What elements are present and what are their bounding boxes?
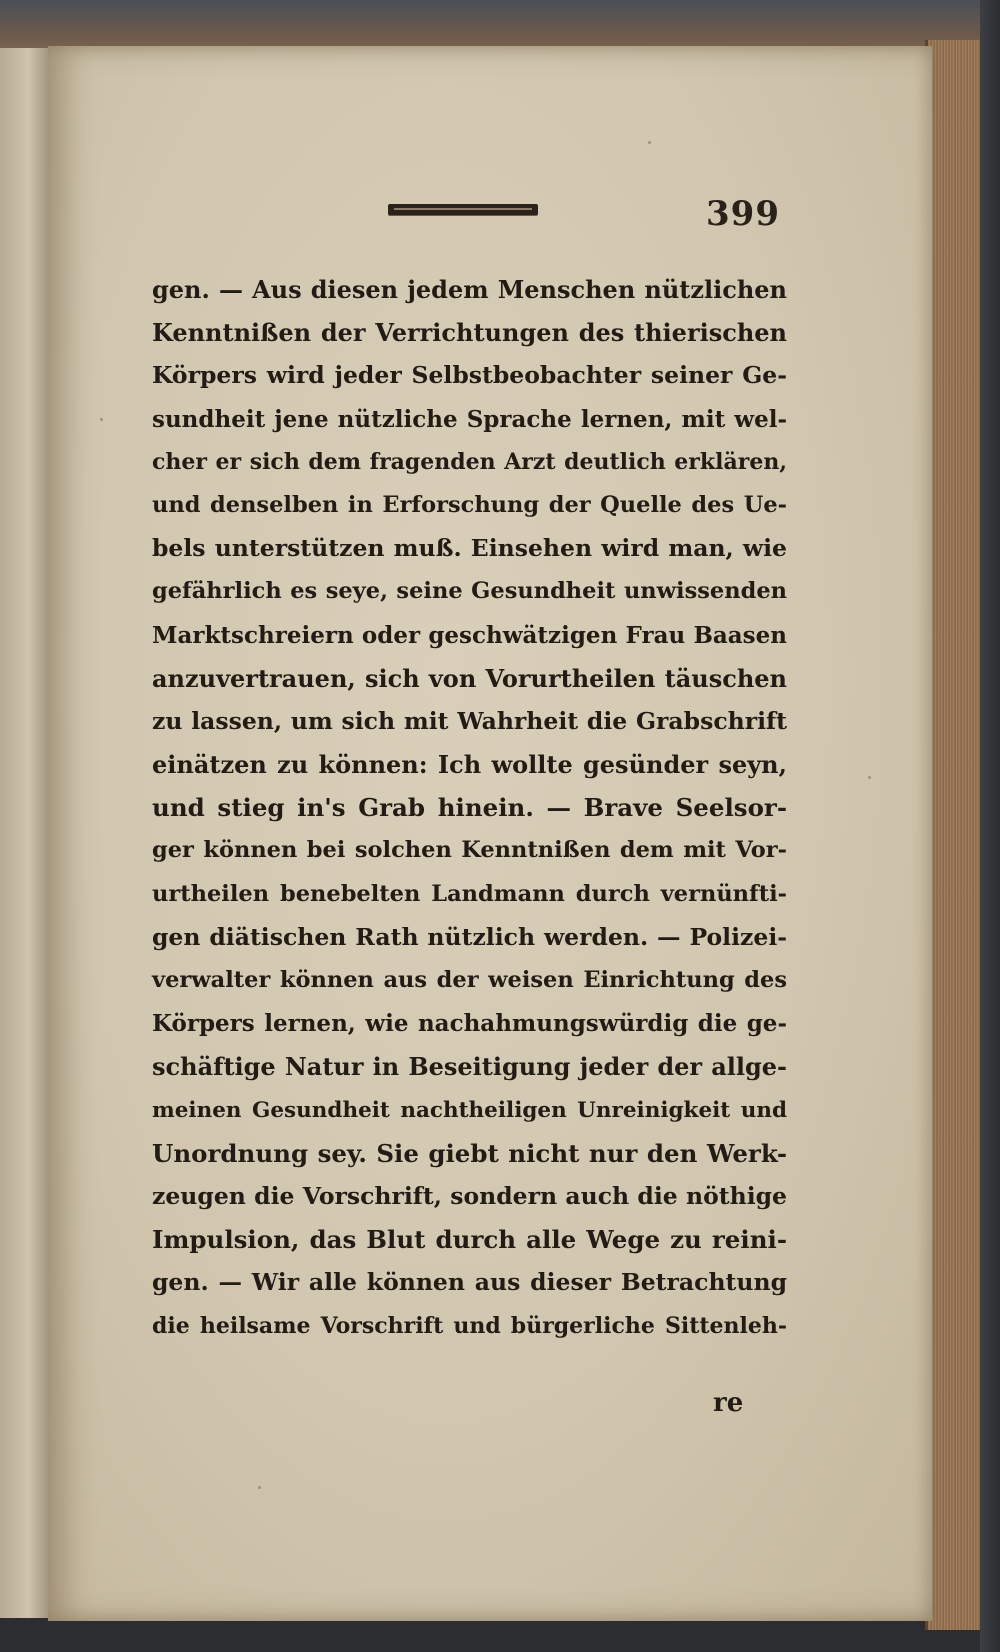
text-line: die heilsame Vorschrift und bürgerliche Sittenleh- [152, 1312, 787, 1339]
paper-speck [258, 1486, 261, 1489]
book-cover-right [980, 0, 1000, 1652]
body-text [152, 268, 787, 1348]
page-number: 399 [706, 194, 780, 234]
text-line: Körpers lernen, wie nachahmungswürdig die ge- [152, 1010, 787, 1038]
text-line: cher er sich dem fragenden Arzt deutlich erklären, [152, 448, 787, 475]
text-line: gen. — Wir alle können aus dieser Betrachtung [152, 1268, 787, 1297]
text-line: gen diätischen Rath nützlich werden. — Polizei- [152, 922, 787, 951]
paper-speck [648, 141, 651, 144]
text-line: zeugen die Vorschrift, sondern auch die nöthige [152, 1181, 787, 1210]
text-line: zu lassen, um sich mit Wahrheit die Grabschrift [152, 706, 787, 735]
text-line: bels unterstützen muß. Einsehen wird man, wie [152, 534, 787, 563]
paper-speck [868, 776, 871, 779]
text-line: ger können bei solchen Kenntnißen dem mit Vor- [152, 837, 787, 864]
text-line: und stieg in's Grab hinein. — Brave Seelsor- [152, 793, 787, 823]
text-line: Kenntnißen der Verrichtungen des thierischen [152, 318, 787, 348]
text-line: urtheilen benebelten Landmann durch vernünfti- [152, 880, 787, 907]
text-line: anzuvertrauen, sich von Vorurtheilen täuschen [152, 663, 787, 693]
text-line: Impulsion, das Blut durch alle Wege zu reini- [152, 1225, 787, 1255]
header-rule [388, 204, 538, 215]
text-line: Marktschreiern oder geschwätzigen Frau Baasen [152, 621, 787, 649]
book-page [48, 46, 932, 1621]
text-line: gen. — Aus diesen jedem Menschen nützlichen [152, 275, 787, 304]
catchword: re [713, 1388, 744, 1418]
facing-page-edge [0, 48, 50, 1618]
book-cover-top [0, 0, 1000, 52]
text-line: sundheit jene nützliche Sprache lernen, mit wel- [152, 405, 787, 433]
text-line: verwalter können aus der weisen Einrichtung des [152, 967, 787, 993]
paper-speck [100, 418, 103, 421]
text-line: gefährlich es seye, seine Gesundheit unwissenden [152, 578, 787, 605]
text-line: Körpers wird jeder Selbstbeobachter seiner Ge- [152, 361, 787, 390]
text-line: meinen Gesundheit nachtheiligen Unreinigkeit und [152, 1097, 787, 1123]
text-line: schäftige Natur in Beseitigung jeder der allge- [152, 1052, 787, 1082]
text-line: Unordnung sey. Sie giebt nicht nur den Werk- [152, 1138, 787, 1168]
text-line: und denselben in Erforschung der Quelle des Ue- [152, 491, 787, 518]
text-line: einätzen zu können: Ich wollte gesünder seyn, [152, 750, 787, 780]
